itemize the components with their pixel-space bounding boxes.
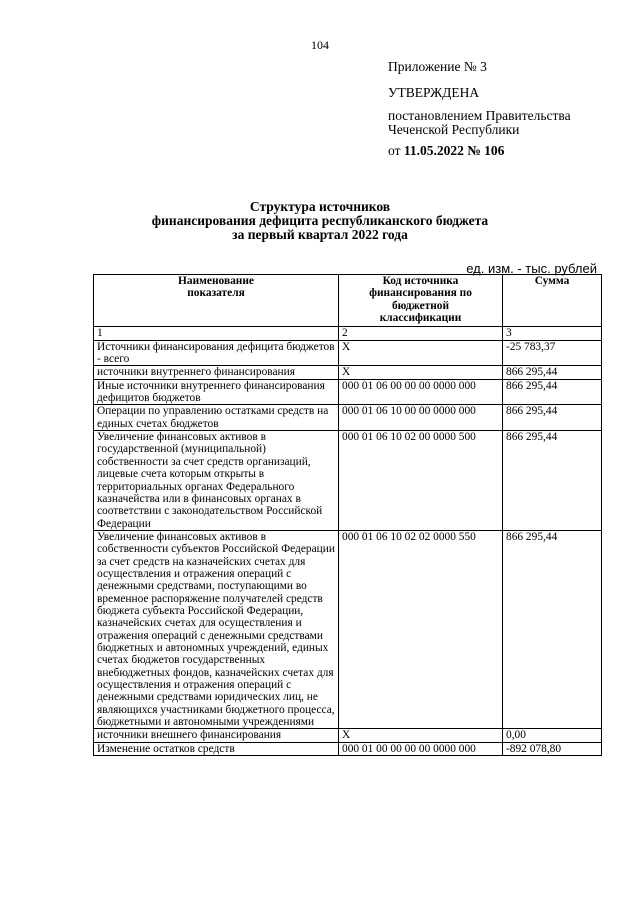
sum-cell: 866 295,44 xyxy=(503,431,602,531)
column-numbers-row xyxy=(94,327,602,340)
table-row xyxy=(94,366,602,379)
table-row xyxy=(94,379,602,405)
sum-cell: 866 295,44 xyxy=(503,366,602,379)
header-sum: Сумма xyxy=(503,275,602,327)
column-number-1: 1 xyxy=(94,327,339,340)
table-row xyxy=(94,729,602,742)
title-line-2: финансирования дефицита республиканского бюджета xyxy=(151,213,489,228)
column-number-2: 2 xyxy=(339,327,503,340)
source-code-cell: 000 01 00 00 00 00 0000 000 xyxy=(339,742,503,755)
table-row xyxy=(94,431,602,531)
indicator-name-cell: Операции по управлению остатками средств на единых счетах бюджетов xyxy=(94,405,339,431)
sum-cell: 0,00 xyxy=(503,729,602,742)
indicator-name-cell: Иные источники внутреннего финансирования дефицитов бюджетов xyxy=(94,379,339,405)
units-label: ед. изм. - тыс. рублей xyxy=(466,261,597,276)
table-header-row xyxy=(94,275,602,327)
source-code-cell: Х xyxy=(339,366,503,379)
decree-line-1: постановлением Правительства xyxy=(388,108,571,123)
title-line-3: за первый квартал 2022 года xyxy=(232,227,408,242)
indicator-name-cell: Увеличение финансовых активов в собственности субъектов Российской Федерации за счет средств на казначейских счетах для осуществления и отражения операций с денежными средствами, поступающими во временное распоряжение получателей средств бюджета субъекта Российской Федерации, казначейских счетах для осуществления и отражения операций с денежными средствами бюджетных и автономных учреждений, единых счетах бюджетов государственных внебюджетных фондов, казначейских счетах для осуществления и отражения операций с денежными средствами юридических лиц, не являющихся участниками бюджетного процесса, бюджетными и автономными учреждениями xyxy=(94,530,339,729)
sum-cell: -892 078,80 xyxy=(503,742,602,755)
date-number: 11.05.2022 № 106 xyxy=(403,143,505,158)
sum-cell: -25 783,37 xyxy=(503,340,602,366)
table-row xyxy=(94,742,602,755)
source-code-cell: Х xyxy=(339,729,503,742)
approved-label: УТВЕРЖДЕНА xyxy=(388,85,480,100)
indicator-name-cell: Изменение остатков средств xyxy=(94,742,339,755)
table-row xyxy=(94,340,602,366)
source-code-cell: 000 01 06 00 00 00 0000 000 xyxy=(339,379,503,405)
indicator-name-cell: Увеличение финансовых активов в государственной (муниципальной) собственности за счет средств организаций, лицевые счета которым открыты в территориальных органах Федерального казначейства или в финансовых органах в соответствии с законодательством Российской Федерации xyxy=(94,431,339,531)
financing-sources-table xyxy=(93,274,602,756)
source-code-cell: 000 01 06 10 02 02 0000 550 xyxy=(339,530,503,729)
title-line-1: Структура источников xyxy=(249,199,391,214)
decree-date xyxy=(388,144,628,158)
source-code-cell: Х xyxy=(339,340,503,366)
sum-cell: 866 295,44 xyxy=(503,379,602,405)
date-prefix: от xyxy=(388,143,404,158)
page-number: 104 xyxy=(311,38,329,52)
document-title xyxy=(0,200,640,242)
indicator-name-cell: источники внешнего финансирования xyxy=(94,729,339,742)
decree-line-2: Чеченской Республики xyxy=(388,122,520,137)
column-number-3: 3 xyxy=(503,327,602,340)
header-indicator-name: Наименование показателя xyxy=(94,275,339,327)
approval-block xyxy=(388,60,628,158)
source-code-cell: 000 01 06 10 02 00 0000 500 xyxy=(339,431,503,531)
sum-cell: 866 295,44 xyxy=(503,405,602,431)
source-code-cell: 000 01 06 10 00 00 0000 000 xyxy=(339,405,503,431)
table-body xyxy=(94,327,602,756)
indicator-name-cell: Источники финансирования дефицита бюджетов - всего xyxy=(94,340,339,366)
indicator-name-cell: источники внутреннего финансирования xyxy=(94,366,339,379)
sum-cell: 866 295,44 xyxy=(503,530,602,729)
appendix-label: Приложение № 3 xyxy=(388,59,487,74)
header-source-code: Код источника финансирования по бюджетной классификации xyxy=(339,275,503,327)
table-row xyxy=(94,530,602,729)
table-row xyxy=(94,405,602,431)
